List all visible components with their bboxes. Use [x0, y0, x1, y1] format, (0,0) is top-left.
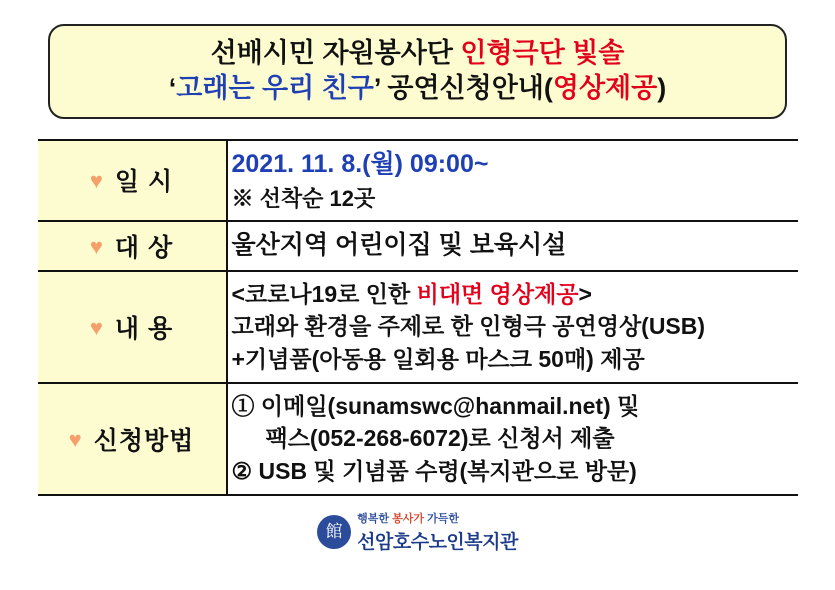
- logo-tagline-accent: 봉사가: [392, 512, 424, 525]
- content-headline-highlight: 비대면 영상제공: [416, 280, 579, 307]
- table-row: [38, 221, 798, 271]
- content-headline: [232, 278, 794, 311]
- table-row: [38, 383, 798, 495]
- heart-icon: ♥: [89, 168, 103, 194]
- heart-icon: ♥: [89, 314, 103, 340]
- row-label-text: 내 용: [114, 314, 174, 343]
- title-paren-close: ): [657, 72, 667, 103]
- info-table: [38, 139, 798, 496]
- row-label-text: 대 상: [114, 233, 174, 262]
- target-text: 울산지역 어린이집 및 보육시설: [231, 231, 567, 260]
- logo-tagline-right: 가득한: [427, 512, 459, 525]
- row-label-apply: [38, 383, 227, 495]
- logo-organization-name: 선암호수노인복지관: [357, 531, 518, 553]
- footer: [20, 510, 815, 554]
- title-line-1-highlight: 인형극단 빛솔: [460, 38, 625, 68]
- content-line-3: +기념품(아동용 일회용 마스크 50매) 제공: [231, 346, 645, 373]
- row-value-content: [227, 271, 798, 383]
- apply-line-2: 팩스(052-268-6072)로 신청서 제출: [265, 425, 615, 452]
- table-row: [38, 271, 798, 383]
- row-value-apply: [227, 383, 798, 495]
- title-line-2-plain: ’ 공연신청안내(: [373, 72, 553, 103]
- heart-icon: ♥: [68, 426, 82, 452]
- row-label-content: [38, 271, 227, 383]
- row-value-datetime: [227, 140, 798, 221]
- title-line-1: [58, 36, 777, 71]
- title-video-note: 영상제공: [552, 72, 658, 103]
- row-label-text: 일 시: [114, 168, 174, 197]
- title-line-1-plain: 선배시민 자원봉사단: [210, 38, 461, 68]
- row-value-target: [227, 221, 798, 271]
- title-quote-open: ‘: [168, 72, 177, 103]
- logo-text-stack: [357, 510, 518, 554]
- organization-logo: [317, 510, 518, 554]
- logo-tagline-left: 행복한: [357, 512, 390, 525]
- title-line-2: [58, 71, 777, 106]
- row-label-target: [38, 221, 227, 271]
- apply-line-3: ② USB 및 기념품 수령(복지관으로 방문): [231, 458, 637, 485]
- apply-line-1: ① 이메일(sunamswc@hanmail.net) 및: [231, 392, 640, 419]
- heart-icon: ♥: [89, 233, 103, 259]
- title-show-name: 고래는 우리 친구: [176, 72, 374, 103]
- row-label-datetime: [38, 140, 227, 221]
- title-banner: [48, 24, 787, 119]
- content-line-2: 고래와 환경을 주제로 한 인형극 공연영상(USB): [231, 313, 706, 340]
- table-row: [38, 140, 798, 221]
- building-icon: 館: [317, 515, 351, 549]
- logo-tagline: [357, 510, 518, 526]
- datetime-note: ※ 선착순 12곳: [231, 185, 376, 211]
- row-label-text: 신청방법: [93, 426, 195, 455]
- content-headline-suffix: >: [578, 280, 592, 307]
- content-headline-prefix: <코로나19로 인한: [231, 280, 417, 307]
- datetime-main: 2021. 11. 8.(월) 09:00~: [231, 150, 489, 179]
